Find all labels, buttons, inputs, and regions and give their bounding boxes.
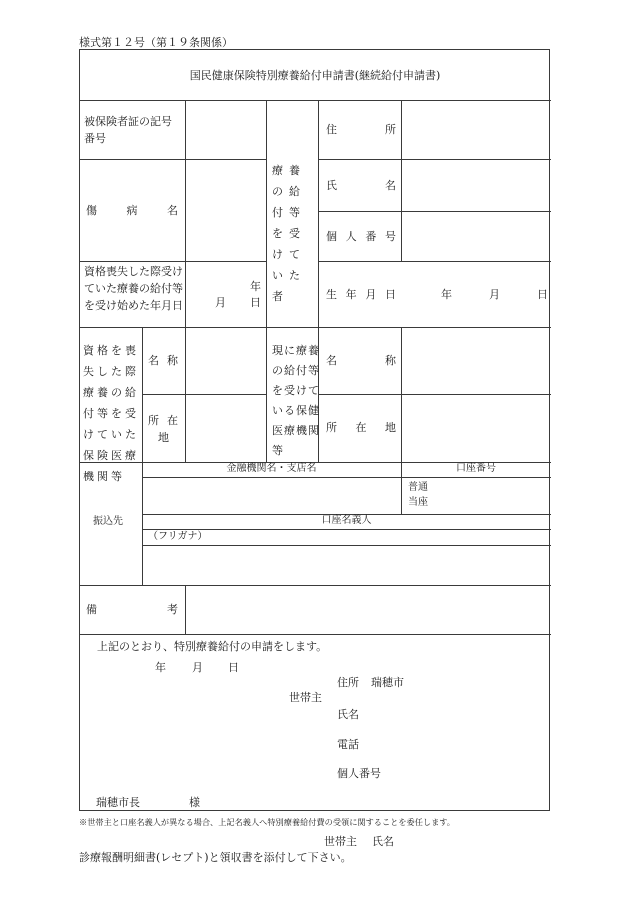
bank-header: 金融機関名・支店名 — [226, 463, 317, 474]
recipient-birthdate-label — [326, 289, 396, 300]
account-number-header: 口座番号 — [456, 463, 496, 474]
prev-institution-name-label-2: 称 — [167, 354, 178, 367]
footnote: ※世帯主と口座名義人が異なる場合、上記名義人へ特別療養給付費の受領に関することを委任します。 — [79, 817, 455, 827]
applicant-name-label: 氏名 — [337, 708, 359, 721]
recipient-name-label-2: 名 — [385, 179, 396, 192]
applicant-city: 瑞穂市 — [371, 676, 404, 689]
recipient-birthdate-label-4: 日 — [384, 288, 396, 301]
applicant-mynumber-label: 個人番号 — [337, 767, 381, 780]
prev-institution-location-label-3: 地 — [158, 431, 169, 444]
remarks-label-1: 備 — [86, 603, 97, 616]
birthdate-day-unit: 日 — [537, 288, 548, 301]
current-institution-name-label-1: 名 — [326, 354, 337, 367]
prev-institution-name-label — [148, 355, 178, 366]
recipient-name-field[interactable] — [402, 160, 550, 211]
injury-label-3: 名 — [167, 204, 178, 217]
insured-card-label: 被保険者証の記号番号 — [84, 115, 172, 145]
recipient-mynumber-label-2: 人 — [345, 230, 357, 243]
prev-institution-location-label-2: 在 — [167, 414, 178, 427]
injury-name-field[interactable] — [186, 160, 266, 261]
recipient-birthdate-field[interactable] — [402, 262, 550, 327]
current-institution-name-label — [326, 355, 396, 366]
honorific: 様 — [189, 796, 200, 809]
declaration-statement: 上記のとおり、特別療養給付の申請をします。 — [97, 640, 328, 653]
recipient-name-label-1: 氏 — [326, 179, 337, 192]
current-institution-location-label-2: 在 — [355, 421, 367, 434]
remarks-label-2: 考 — [167, 603, 178, 616]
recipient-mynumber-label — [326, 231, 396, 242]
injury-label-1: 傷 — [86, 204, 97, 217]
injury-label-2: 病 — [126, 204, 138, 217]
account-holder-field[interactable] — [143, 546, 551, 585]
current-institution-name-field[interactable] — [402, 328, 550, 394]
rule — [142, 529, 551, 530]
birthdate-month-unit: 月 — [489, 288, 500, 301]
current-institution-location-label-1: 所 — [326, 421, 337, 434]
recipient-mynumber-field[interactable] — [402, 212, 550, 261]
account-holder-header: 口座名義人 — [321, 515, 372, 526]
applicant-phone-label: 電話 — [337, 738, 359, 751]
current-institution-location-field[interactable] — [402, 395, 550, 462]
loss-date-year-unit: 年 — [250, 280, 261, 293]
applicant-address-label: 住所 — [337, 676, 359, 689]
loss-date-label: 資格喪失した際受けていた療養の給付等を受け始めた年月日 — [84, 265, 183, 312]
prev-institution-location-label-1: 所 — [148, 414, 159, 427]
remarks-label — [86, 604, 178, 615]
recipient-address-label-1: 住 — [326, 123, 337, 136]
prev-institution-location-label — [148, 415, 178, 426]
injury-label — [86, 205, 178, 216]
current-institution-name-label-2: 称 — [385, 354, 396, 367]
prev-institution-location-field[interactable] — [186, 395, 266, 462]
birthdate-year-unit: 年 — [441, 288, 452, 301]
insured-card-number-field[interactable] — [186, 101, 266, 159]
account-type-ordinary[interactable]: 普通 — [408, 482, 428, 493]
recipient-address-label — [326, 124, 396, 135]
attachment-note: 診療報酬明細書(レセプト)と領収書を添付して下さい。 — [79, 851, 352, 864]
rule — [266, 100, 267, 462]
recipient-birthdate-label-1: 生 — [326, 288, 337, 301]
addressee: 瑞穂市長 — [96, 796, 140, 809]
remarks-field[interactable] — [186, 586, 550, 634]
form-title: 国民健康保険特別療養給付申請書(継続給付申請書) — [189, 69, 441, 82]
recipient-birthdate-label-3: 月 — [365, 288, 377, 301]
prev-institution-name-field[interactable] — [186, 328, 266, 394]
recipient-mynumber-label-1: 個 — [326, 230, 337, 243]
recipient-name-label — [326, 180, 396, 191]
account-type-current[interactable]: 当座 — [408, 497, 428, 508]
prev-institution-name-label-1: 名 — [148, 354, 159, 367]
declaration-day-unit: 日 — [228, 661, 239, 674]
declaration-month-unit: 月 — [192, 661, 203, 674]
declaration-year-unit: 年 — [155, 661, 166, 674]
prev-institution-label: 資格を喪失した際療養の給付等を受けていた保険医療機関等 — [83, 344, 139, 483]
current-institution-label: 現に療養の給付等を受けている保健医療機関等 — [272, 344, 320, 457]
recipient-mynumber-label-4: 号 — [384, 230, 396, 243]
rule — [79, 634, 551, 635]
current-institution-location-label — [326, 422, 396, 433]
form-number: 様式第１２号（第１９条関係） — [79, 36, 233, 49]
recipient-address-field[interactable] — [402, 101, 550, 159]
loss-date-month-unit: 月 — [215, 296, 226, 309]
furigana-label: （フリガナ） — [148, 531, 208, 542]
recipient-label: 療養の給付等を受けていた者 — [272, 164, 306, 303]
recipient-mynumber-label-3: 番 — [365, 230, 377, 243]
bank-branch-field[interactable] — [143, 478, 401, 514]
transfer-label: 振込先 — [93, 516, 123, 527]
delegation-householder: 世帯主 — [324, 835, 357, 848]
recipient-birthdate-label-2: 年 — [345, 288, 357, 301]
loss-date-field[interactable] — [186, 262, 266, 327]
delegation-name-label: 氏名 — [372, 835, 394, 848]
recipient-address-label-2: 所 — [385, 123, 396, 136]
householder-label: 世帯主 — [289, 691, 322, 704]
loss-date-day-unit: 日 — [250, 296, 261, 309]
current-institution-location-label-3: 地 — [385, 421, 396, 434]
